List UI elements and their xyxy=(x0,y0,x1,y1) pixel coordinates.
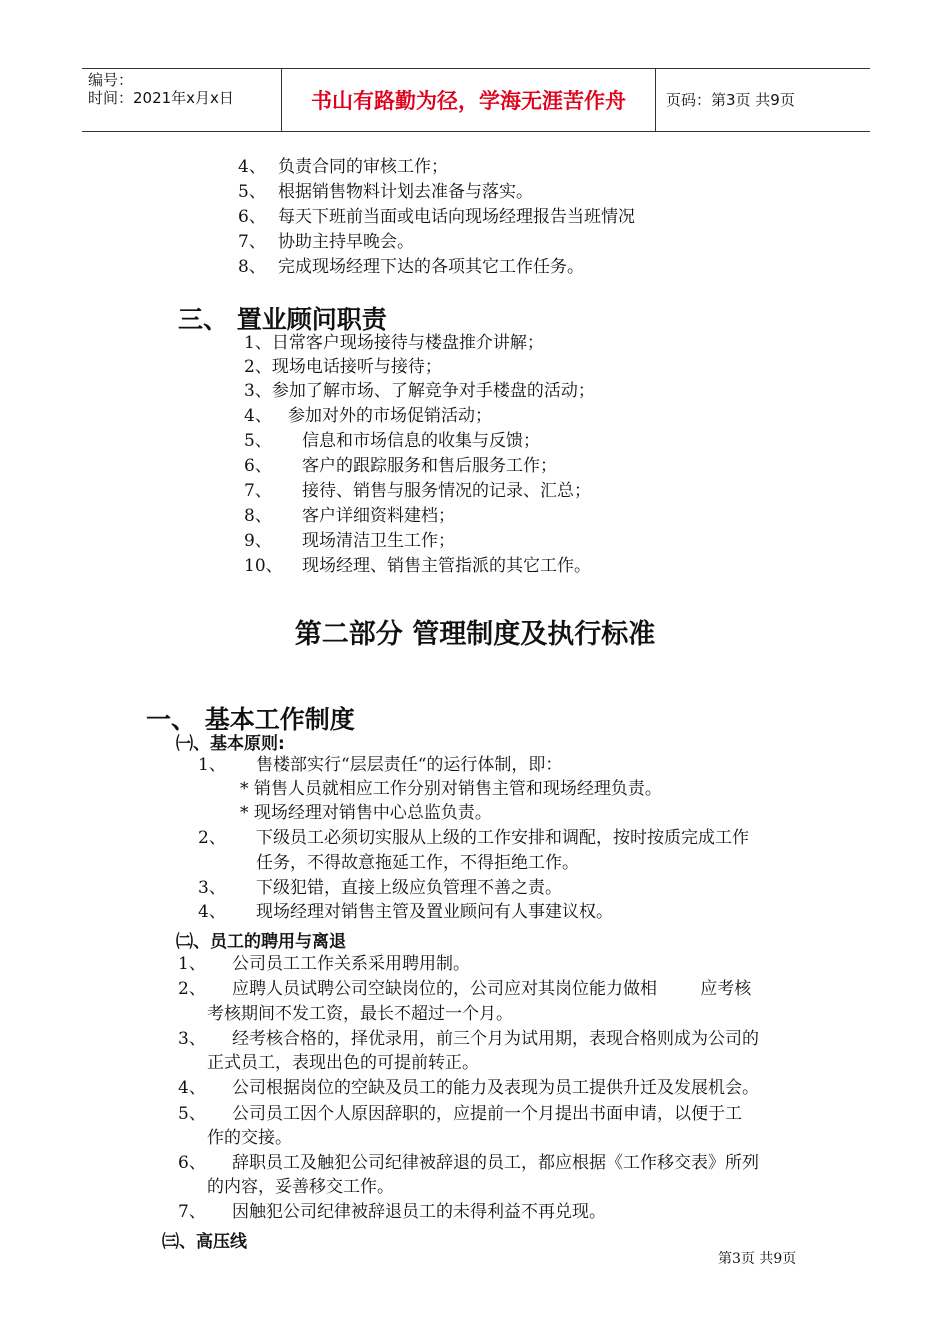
list-item xyxy=(178,1103,742,1125)
list-item xyxy=(198,827,749,849)
subsection-heading: ㈢、高压线 xyxy=(162,1232,247,1252)
list-item-text: 负责合同的审核工作； xyxy=(278,157,448,177)
list-item-text: 日常客户现场接待与楼盘推介讲解； xyxy=(271,333,544,353)
list-item-text: 现场经理、销售主管指派的其它工作。 xyxy=(302,556,591,576)
list-item-text: 现场经理对销售主管及置业顾问有人事建议权。 xyxy=(256,902,613,922)
list-item xyxy=(256,852,579,874)
list-item-text: 作的交接。 xyxy=(207,1128,292,1148)
header-code-label: 编号： xyxy=(88,71,134,89)
list-item xyxy=(244,555,591,577)
list-item-text: 参加对外的市场促销活动； xyxy=(288,406,492,426)
list-item-text: * 销售人员就相应工作分别对销售主管和现场经理负责。 xyxy=(240,779,662,799)
list-item xyxy=(198,754,562,776)
list-item xyxy=(244,430,540,452)
list-item xyxy=(178,1077,759,1099)
list-item-number: 7、 xyxy=(178,1202,206,1222)
list-item-text: 任务，不得故意拖延工作，不得拒绝工作。 xyxy=(256,853,579,873)
list-item-number: 1、 xyxy=(198,755,226,775)
list-item xyxy=(207,1052,479,1074)
list-item xyxy=(198,877,562,899)
list-item xyxy=(207,1127,292,1149)
list-item-number: 8、 xyxy=(238,257,266,277)
list-item-text: 经考核合格的，择优录用，前三个月为试用期，表现合格则成为公司的 xyxy=(232,1029,759,1049)
list-item xyxy=(244,505,455,527)
section-heading-1: 一、 基本工作制度 xyxy=(146,705,355,734)
list-item-number: 8、 xyxy=(244,506,272,526)
list-item-number: 2、 xyxy=(244,357,272,377)
list-item-number: 7、 xyxy=(244,481,272,501)
list-item-text: 辞职员工及触犯公司纪律被辞退的员工，都应根据《工作移交表》所列 xyxy=(232,1153,759,1173)
list-item-number: 5、 xyxy=(244,431,272,451)
list-item xyxy=(178,1152,759,1174)
list-item-text: 公司员工因个人原因辞职的，应提前一个月提出书面申请，以便于工 xyxy=(232,1104,742,1124)
list-item xyxy=(238,206,635,228)
list-item-number: 3、 xyxy=(244,381,272,401)
list-item-text: 现场电话接听与接待； xyxy=(271,357,442,377)
list-item-text: 公司根据岗位的空缺及员工的能力及表现为员工提供升迁及发展机会。 xyxy=(232,1078,759,1098)
header-time-label: 时间：2021年x月x日 xyxy=(88,89,234,107)
list-item-number: 3、 xyxy=(198,878,226,898)
list-item-text: 完成现场经理下达的各项其它工作任务。 xyxy=(278,257,584,277)
list-item xyxy=(240,802,492,824)
list-item xyxy=(178,953,470,975)
list-item-number: 9、 xyxy=(244,531,272,551)
list-item-text: 正式员工，表现出色的可提前转正。 xyxy=(207,1053,479,1073)
list-item xyxy=(244,356,442,378)
list-item-text: 下级员工必须切实服从上级的工作安排和调配，按时按质完成工作 xyxy=(256,828,749,848)
list-item-text: 信息和市场信息的收集与反馈； xyxy=(302,431,540,451)
list-item-number: 2、 xyxy=(178,979,206,999)
header-page-label: 页码：第3页 共9页 xyxy=(666,91,795,109)
list-item-text: 每天下班前当面或电话向现场经理报告当班情况 xyxy=(278,207,635,227)
page-footer: 第3页 共9页 xyxy=(718,1251,797,1267)
list-item-number: 6、 xyxy=(238,207,266,227)
list-item-text: 因触犯公司纪律被辞退员工的未得利益不再兑现。 xyxy=(232,1202,606,1222)
list-item-number: 10、 xyxy=(244,556,283,576)
subsection-heading: ㈠、基本原则: xyxy=(176,734,285,754)
list-item-number: 2、 xyxy=(198,828,226,848)
list-item xyxy=(238,256,584,278)
list-item-number: 6、 xyxy=(178,1153,206,1173)
subsection-heading: ㈡、员工的聘用与离退 xyxy=(176,932,346,952)
list-item-text: 现场清洁卫生工作； xyxy=(302,531,455,551)
list-item-text: 的内容，妥善移交工作。 xyxy=(207,1177,394,1197)
list-item-text: * 现场经理对销售中心总监负责。 xyxy=(240,803,492,823)
list-item xyxy=(238,156,448,178)
list-item-text: 协助主持早晚会。 xyxy=(278,232,414,252)
list-item xyxy=(244,530,455,552)
list-item-number: 7、 xyxy=(238,232,266,252)
list-item xyxy=(238,231,414,253)
list-item-text: 客户详细资料建档； xyxy=(302,506,455,526)
section-heading-3: 三、 置业顾问职责 xyxy=(178,305,387,334)
list-item-number: 3、 xyxy=(178,1029,206,1049)
list-item-text: 接待、销售与服务情况的记录、汇总； xyxy=(302,481,591,501)
list-item-text: 应聘人员试聘公司空缺岗位的，公司应对其岗位能力做相 应考核 xyxy=(232,979,752,999)
list-item-number: 5、 xyxy=(178,1104,206,1124)
list-item-text: 公司员工工作关系采用聘用制。 xyxy=(232,954,470,974)
list-item xyxy=(178,978,751,1000)
list-item xyxy=(244,480,591,502)
list-item xyxy=(207,1176,394,1198)
list-item-number: 6、 xyxy=(244,456,272,476)
list-item xyxy=(244,455,557,477)
list-item xyxy=(207,1003,513,1025)
list-item-text: 客户的跟踪服务和售后服务工作； xyxy=(302,456,557,476)
list-item-number: 4、 xyxy=(178,1078,206,1098)
list-item-text: 下级犯错，直接上级应负管理不善之责。 xyxy=(256,878,562,898)
list-item-text: 根据销售物料计划去准备与落实。 xyxy=(278,182,533,202)
page-header xyxy=(82,68,870,132)
list-item-number: 4、 xyxy=(198,902,226,922)
list-item-text: 参加了解市场、了解竞争对手楼盘的活动； xyxy=(271,381,595,401)
list-item-text: 售楼部实行“层层责任“的运行体制，即： xyxy=(256,755,563,775)
list-item xyxy=(244,380,595,402)
list-item xyxy=(178,1028,759,1050)
list-item-number: 5、 xyxy=(238,182,266,202)
header-meta xyxy=(88,71,278,107)
list-item-number: 1、 xyxy=(178,954,206,974)
list-item xyxy=(178,1201,606,1223)
list-item xyxy=(244,405,492,427)
list-item xyxy=(238,181,533,203)
list-item xyxy=(198,901,613,923)
list-item-number: 4、 xyxy=(244,406,272,426)
part-title: 第二部分 管理制度及执行标准 xyxy=(294,619,656,650)
list-item-number: 4、 xyxy=(238,157,266,177)
list-item-number: 1、 xyxy=(244,333,272,353)
list-item xyxy=(240,778,662,800)
list-item xyxy=(244,332,544,354)
header-motto: 书山有路勤为径，学海无涯苦作舟 xyxy=(281,69,656,131)
list-item-text: 考核期间不发工资，最长不超过一个月。 xyxy=(207,1004,513,1024)
